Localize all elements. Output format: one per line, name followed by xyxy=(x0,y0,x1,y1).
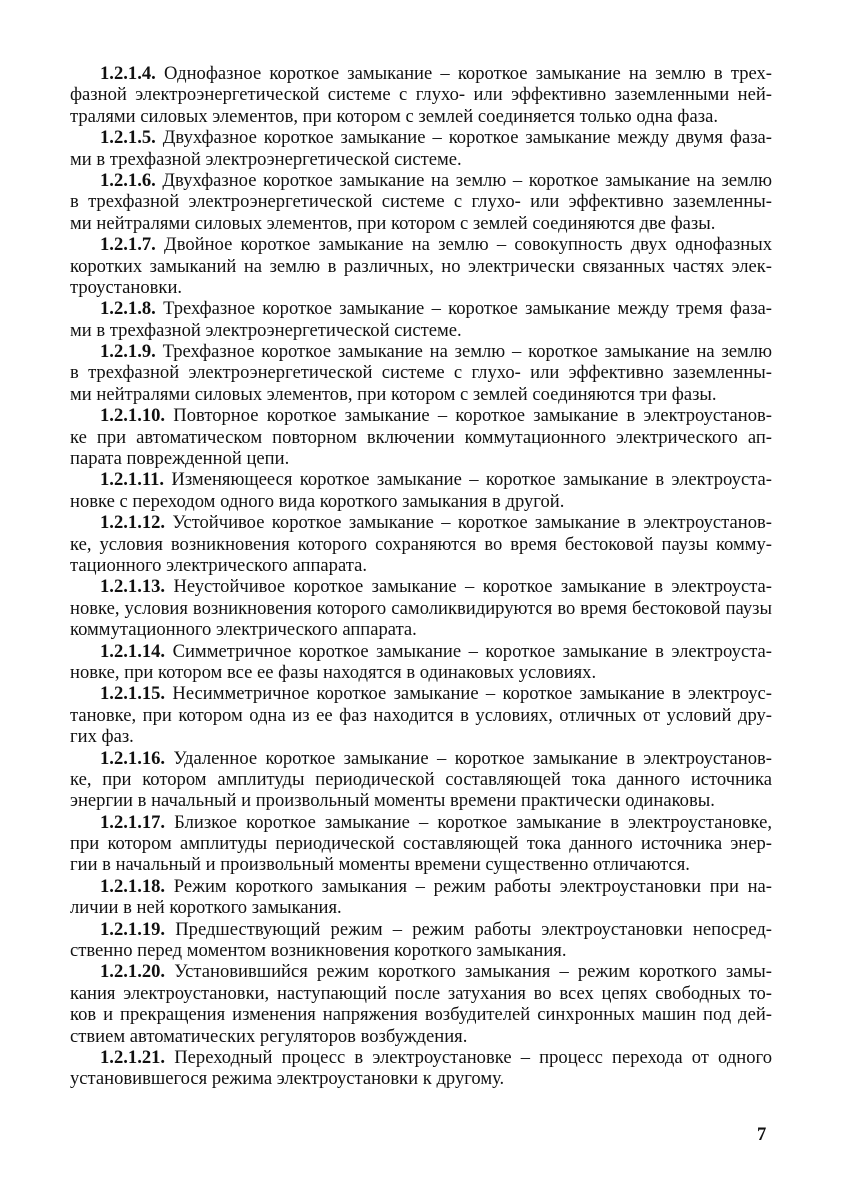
document-body xyxy=(70,63,772,1090)
clause-number: 1.2.1.20. xyxy=(100,961,166,983)
clause-number: 1.2.1.21. xyxy=(100,1046,166,1068)
line-text: Повторное короткое замыкание – короткое замыкание в электроустанов- xyxy=(173,405,772,427)
line-text: ков и прекращения изменения напряжения возбудителей синхронных машин под дей- xyxy=(70,1004,772,1026)
text-line xyxy=(70,662,772,683)
clause-number: 1.2.1.15. xyxy=(100,683,166,705)
line-text: ке при автоматическом повторном включении коммутационного электрического ап- xyxy=(70,426,772,448)
text-line xyxy=(70,812,772,833)
line-text: Несимметричное короткое замыкание – короткое замыкание в электроус- xyxy=(172,683,772,705)
text-line xyxy=(70,1026,772,1047)
definition-paragraph xyxy=(70,876,772,919)
line-text: кания электроустановки, наступающий после затухания во всех цепях свободных то- xyxy=(70,982,772,1004)
clause-number: 1.2.1.8. xyxy=(100,298,156,320)
text-line xyxy=(70,1068,772,1089)
text-line xyxy=(70,384,772,405)
line-text: тационного электрического аппарата. xyxy=(70,554,367,576)
text-line xyxy=(70,641,772,662)
definition-paragraph xyxy=(70,298,772,341)
line-text: Трехфазное короткое замыкание на землю – короткое замыкание на землю xyxy=(162,341,772,363)
line-text: в трехфазной электроэнергетической системе с глухо- или эффективно заземленны- xyxy=(70,362,772,384)
clause-number: 1.2.1.4. xyxy=(100,63,156,84)
definition-paragraph xyxy=(70,812,772,876)
definition-paragraph xyxy=(70,919,772,962)
text-line xyxy=(70,213,772,234)
text-line xyxy=(70,512,772,533)
text-line xyxy=(70,191,772,212)
text-line xyxy=(70,106,772,127)
text-line xyxy=(70,1047,772,1068)
line-text: ствием автоматических регуляторов возбуждения. xyxy=(70,1025,468,1047)
line-text: Трехфазное короткое замыкание – короткое замыкание между тремя фаза- xyxy=(163,298,772,320)
line-text: ми нейтралями силовых элементов, при котором с землей соединяются две фазы. xyxy=(70,212,716,234)
clause-number: 1.2.1.14. xyxy=(100,640,166,662)
line-text: при котором амплитуды периодической составляющей тока данного источника энер- xyxy=(70,833,772,855)
clause-number: 1.2.1.11. xyxy=(100,469,165,491)
definition-paragraph xyxy=(70,641,772,684)
text-line xyxy=(70,448,772,469)
definition-paragraph xyxy=(70,234,772,298)
line-text: гих фаз. xyxy=(70,726,134,748)
text-line xyxy=(70,427,772,448)
line-text: Установившийся режим короткого замыкания – режим короткого замы- xyxy=(174,961,772,983)
line-text: новке с переходом одного вида короткого замыкания в другой. xyxy=(70,490,565,512)
line-text: установившегося режима электроустановки к другому. xyxy=(70,1068,505,1090)
definition-paragraph xyxy=(70,405,772,469)
line-text: коммутационного электрического аппарата. xyxy=(70,619,417,641)
line-text: тралями силовых элементов, при котором с землей соединяется только одна фаза. xyxy=(70,105,718,127)
line-text: в трехфазной электроэнергетической системе с глухо- или эффективно заземленны- xyxy=(70,191,772,213)
line-text: Изменяющееся короткое замыкание – короткое замыкание в электроуста- xyxy=(171,469,772,491)
line-text: ственно перед моментом возникновения короткого замыкания. xyxy=(70,940,567,962)
line-text: Двухфазное короткое замыкание – короткое замыкание между двумя фаза- xyxy=(162,127,772,149)
definition-paragraph xyxy=(70,961,772,1047)
line-text: Режим короткого замыкания – режим работы электроустановки при на- xyxy=(173,875,772,897)
definition-paragraph xyxy=(70,63,772,127)
text-line xyxy=(70,790,772,811)
text-line xyxy=(70,876,772,897)
clause-number: 1.2.1.13. xyxy=(100,576,166,598)
text-line xyxy=(70,683,772,704)
text-line xyxy=(70,362,772,383)
line-text: ке, при котором амплитуды периодической составляющей тока данного источника xyxy=(70,768,772,790)
text-line xyxy=(70,555,772,576)
clause-number: 1.2.1.5. xyxy=(100,127,156,149)
line-text: Удаленное короткое замыкание – короткое замыкание в электроустанов- xyxy=(173,747,772,769)
line-text: Симметричное короткое замыкание – короткое замыкание в электроуста- xyxy=(172,640,772,662)
definition-paragraph xyxy=(70,576,772,640)
definition-paragraph xyxy=(70,748,772,812)
clause-number: 1.2.1.6. xyxy=(100,169,156,191)
clause-number: 1.2.1.16. xyxy=(100,747,166,769)
text-line xyxy=(70,833,772,854)
clause-number: 1.2.1.19. xyxy=(100,918,166,940)
line-text: троустановки. xyxy=(70,276,183,298)
line-text: Близкое короткое замыкание – короткое замыкание в электроустановке, xyxy=(174,811,772,833)
text-line xyxy=(70,919,772,940)
text-line xyxy=(70,897,772,918)
text-line xyxy=(70,854,772,875)
text-line xyxy=(70,298,772,319)
text-line xyxy=(70,705,772,726)
line-text: парата поврежденной цепи. xyxy=(70,448,290,470)
text-line xyxy=(70,491,772,512)
text-line xyxy=(70,1004,772,1025)
text-line xyxy=(70,769,772,790)
text-line xyxy=(70,983,772,1004)
clause-number: 1.2.1.18. xyxy=(100,875,166,897)
line-text: ми в трехфазной электроэнергетической системе. xyxy=(70,148,462,170)
line-text: ми в трехфазной электроэнергетической системе. xyxy=(70,319,462,341)
text-line xyxy=(70,149,772,170)
line-text: фазной электроэнергетической системе с глухо- или эффективно заземленными ней- xyxy=(70,84,772,106)
definition-paragraph xyxy=(70,170,772,234)
line-text: гии в начальный и произвольный моменты времени существенно отличаются. xyxy=(70,854,690,876)
line-text: ми нейтралями силовых элементов, при котором с землей соединяются три фазы. xyxy=(70,383,717,405)
definition-paragraph xyxy=(70,1047,772,1090)
definition-paragraph xyxy=(70,469,772,512)
line-text: Переходный процесс в электроустановке – процесс перехода от одного xyxy=(174,1046,772,1068)
text-line xyxy=(70,341,772,362)
text-line xyxy=(70,127,772,148)
text-line xyxy=(70,619,772,640)
definition-paragraph xyxy=(70,683,772,747)
text-line xyxy=(70,598,772,619)
line-text: Однофазное короткое замыкание – короткое замыкание на землю в трех- xyxy=(163,63,772,84)
line-text: Двухфазное короткое замыкание на землю – короткое замыкание на землю xyxy=(162,169,772,191)
line-text: новке, при котором все ее фазы находятся в одинаковых условиях. xyxy=(70,661,597,683)
definition-paragraph xyxy=(70,127,772,170)
line-text: новке, условия возникновения которого самоликвидируются во время бестоковой паузы xyxy=(70,597,772,619)
line-text: Устойчивое короткое замыкание – короткое замыкание в электроустанов- xyxy=(172,512,772,534)
clause-number: 1.2.1.12. xyxy=(100,512,166,534)
text-line xyxy=(70,170,772,191)
definition-paragraph xyxy=(70,341,772,405)
line-text: Двойное короткое замыкание на землю – совокупность двух однофазных xyxy=(164,234,772,256)
page-number: 7 xyxy=(757,1124,767,1145)
line-text: ке, условия возникновения которого сохраняются во время бестоковой паузы комму- xyxy=(70,533,772,555)
text-line xyxy=(70,320,772,341)
text-line xyxy=(70,534,772,555)
text-line xyxy=(70,940,772,961)
text-line xyxy=(70,469,772,490)
text-line xyxy=(70,576,772,597)
text-line xyxy=(70,63,772,84)
clause-number: 1.2.1.7. xyxy=(100,234,156,256)
text-line xyxy=(70,277,772,298)
line-text: Предшествующий режим – режим работы электроустановки непосред- xyxy=(175,918,772,940)
line-text: тановке, при котором одна из ее фаз находится в условиях, отличных от условий дру- xyxy=(70,704,772,726)
line-text: личии в ней короткого замыкания. xyxy=(70,897,342,919)
text-line xyxy=(70,748,772,769)
clause-number: 1.2.1.10. xyxy=(100,405,166,427)
text-line xyxy=(70,256,772,277)
definition-paragraph xyxy=(70,512,772,576)
line-text: Неустойчивое короткое замыкание – короткое замыкание в электроуста- xyxy=(173,576,772,598)
line-text: коротких замыканий на землю в различных, но электрически связанных частях элек- xyxy=(70,255,772,277)
line-text: энергии в начальный и произвольный моменты времени практически одинаковы. xyxy=(70,790,715,812)
text-line xyxy=(70,84,772,105)
text-line xyxy=(70,234,772,255)
text-line xyxy=(70,726,772,747)
text-line xyxy=(70,961,772,982)
clause-number: 1.2.1.9. xyxy=(100,341,156,363)
clause-number: 1.2.1.17. xyxy=(100,811,166,833)
text-line xyxy=(70,405,772,426)
